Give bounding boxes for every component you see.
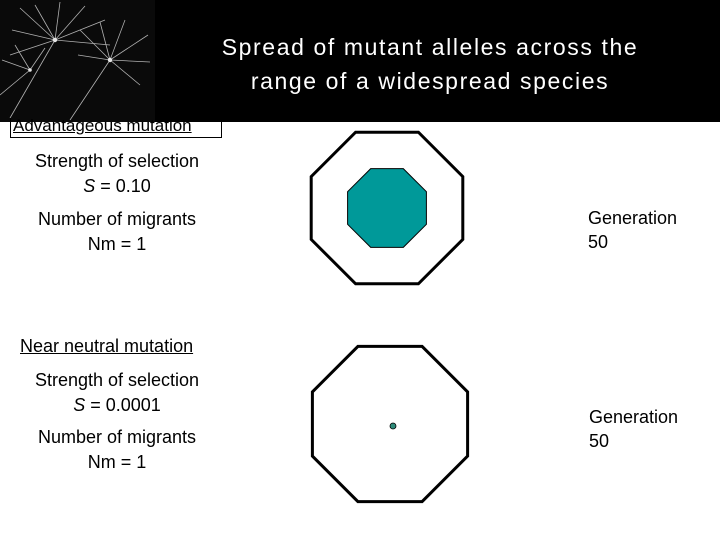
panel-1-selection-value: S = 0.10 bbox=[83, 176, 151, 196]
panel-2-selection-value: S = 0.0001 bbox=[73, 395, 161, 415]
panel-2-selection-label: Strength of selection bbox=[34, 370, 200, 390]
panel-2-migrants-label: Number of migrants bbox=[37, 427, 197, 447]
panel-1-migrants-label: Number of migrants bbox=[37, 209, 197, 229]
panel-2-heading: Near neutral mutation bbox=[20, 336, 194, 356]
panel-1-selection-label: Strength of selection bbox=[34, 151, 200, 171]
panel-1-generation-value: 50 bbox=[588, 232, 609, 252]
panel-2-species-range-octagon bbox=[312, 346, 467, 501]
panel-1-migrants-value: Nm = 1 bbox=[87, 234, 147, 254]
panel-2-generation-label: Generation bbox=[589, 407, 679, 427]
panel-1-heading: Advantageous mutation bbox=[10, 118, 222, 138]
panel-2-migrants-value: Nm = 1 bbox=[87, 452, 147, 472]
title-line-1: Spread of mutant alleles across the bbox=[221, 34, 639, 60]
panel-2-generation-value: 50 bbox=[589, 431, 610, 451]
panel-1-generation-label: Generation bbox=[588, 208, 678, 228]
panel-2-mutant-spread-region bbox=[390, 423, 396, 429]
panel-1-mutant-spread-region bbox=[348, 169, 427, 248]
title-line-2: range of a widespread species bbox=[250, 68, 610, 94]
